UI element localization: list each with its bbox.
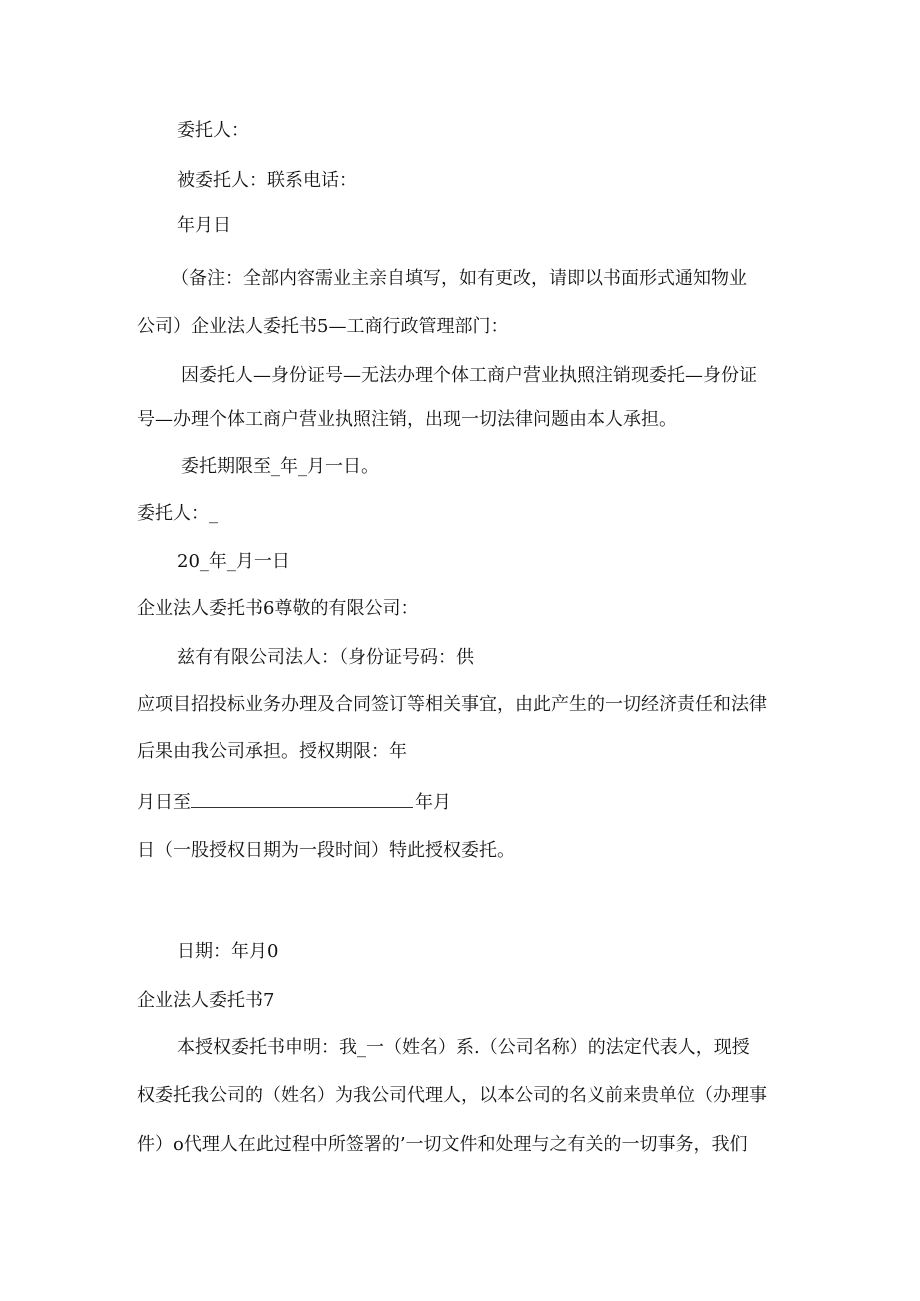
section-7-heading: 企业法人委托书7	[137, 990, 275, 1011]
section-5-heading: 公司）企业法人委托书5—工商行政管理部门：	[137, 316, 509, 337]
principal-signature-line: 委托人：_	[137, 503, 218, 524]
remark-line: （备注：全部内容需业主亲自填写，如有更改，请即以书面形式通知物业	[171, 268, 747, 289]
section-6-body-line-1: 兹有有限公司法人：（身份证号码：供	[177, 647, 474, 668]
section-6-body-line-3: 后果由我公司承担。授权期限：年	[137, 741, 407, 762]
section-5-body-line-1: 因委托人—身份证号—无法办理个体工商户营业执照注销现委托—身份证	[181, 365, 757, 386]
section-5-body-line-2: 号—办理个体工商户营业执照注销，出现一切法律问题由本人承担。	[137, 409, 677, 430]
section-7-body-line-3: 件）o代理人在此过程中所签署的’一切文件和处理与之有关的一切事务，我们	[137, 1134, 748, 1155]
date-line: 年月日	[177, 215, 231, 236]
section-6-closing-line: 日（一股授权日期为一段时间）特此授权委托。	[137, 840, 515, 861]
period-end-text: 年月	[415, 792, 451, 813]
section-6-body-line-2: 应项目招投标业务办理及合同签订等相关事宜，由此产生的一切经济责任和法律	[137, 694, 767, 715]
agent-contact-line: 被委托人：联系电话：	[177, 170, 357, 191]
authorization-period-line	[137, 789, 451, 815]
section-7-body-line-1: 本授权委托书申明：我_一（姓名）系.（公司名称）的法定代表人，现授	[177, 1037, 750, 1058]
term-line: 委托期限至_年_月一日。	[181, 456, 379, 477]
section-6-date-line: 日期：年月0	[177, 941, 279, 962]
period-start-text: 月日至	[137, 792, 191, 813]
section-6-heading: 企业法人委托书6尊敬的有限公司：	[137, 598, 419, 619]
section-7-body-line-2: 权委托我公司的（姓名）为我公司代理人，以本公司的名义前来贵单位（办理事	[137, 1085, 767, 1106]
principal-line: 委托人：	[177, 120, 249, 141]
signature-date-line: 20_年_月一日	[177, 551, 290, 572]
period-blank-underline	[191, 789, 413, 808]
